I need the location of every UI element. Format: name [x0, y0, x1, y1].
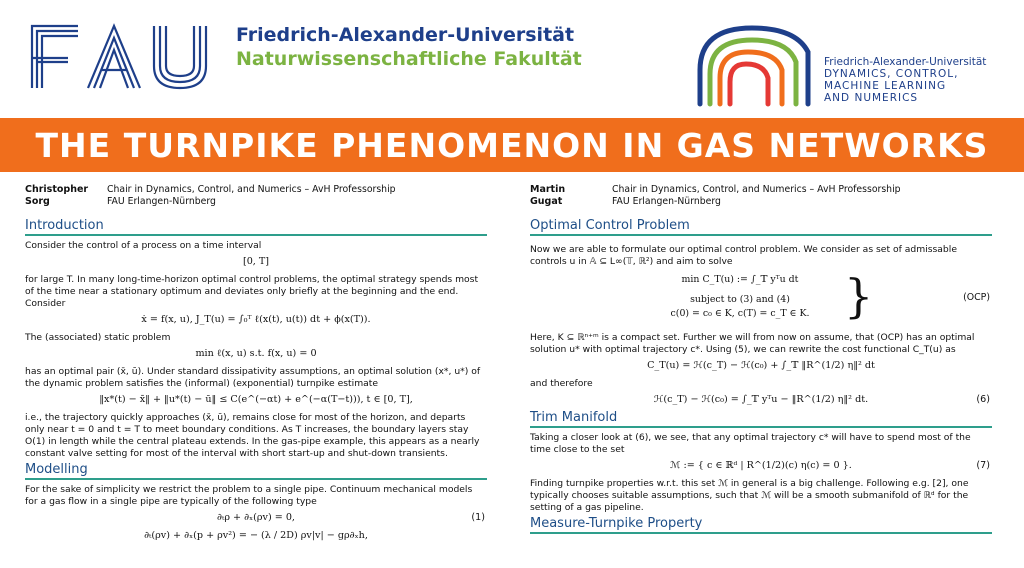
dcn-line-4: AND NUMERICS	[824, 92, 919, 104]
ocp-paragraph-2: Here, K ⊆ ℝⁿ⁺ᵐ is a compact set. Further we will from now on assume, that (OCP) has an optimal solution u* with optimal trajectory c*. Using (5), we can rewrite the cost functional C_T(u) as	[530, 332, 975, 355]
ocp-paragraph-1: Now we are able to formulate our optimal control problem. We consider as set of admissable controls u in 𝔸 ⊆ L∞(𝕋, ℝ²) and aim to solve	[530, 244, 957, 267]
section-heading-ocp: Optimal Control Problem	[530, 220, 992, 236]
author-first-name: Christopher	[25, 184, 89, 195]
affiliation-line-1: Chair in Dynamics, Control, and Numerics – AvH Professorship	[107, 184, 396, 195]
intro-paragraph-1: Consider the control of a process on a time interval	[25, 240, 262, 251]
modelling-paragraph-1: For the sake of simplicity we restrict the problem to a single pipe. Continuum mechanical models for a gas flow in a single pipe are typically of the following type	[25, 484, 473, 507]
poster-header	[0, 0, 1024, 118]
title-banner	[0, 118, 1024, 172]
equation-trim-manifold	[530, 460, 992, 472]
equation-cost: C_T(u) = ℋ(c_T) − ℋ(c₀) + ∫_𝕋 ‖R^(1/2) η‖² dt	[647, 360, 875, 371]
dcn-affiliation	[824, 56, 986, 104]
ocp-boundary: c(0) = c₀ ∈ K, c(T) = c_T ∈ K.	[670, 308, 810, 319]
author-affiliation	[612, 184, 901, 208]
author-name	[25, 184, 88, 208]
author-name	[530, 184, 565, 208]
intro-paragraph-3: The (associated) static problem	[25, 332, 171, 343]
equation-energy-balance	[530, 394, 992, 406]
affiliation-line-2: FAU Erlangen-Nürnberg	[107, 196, 216, 207]
author-block	[25, 184, 487, 216]
ocp-brace: }	[844, 269, 874, 323]
ocp-constraints: subject to (3) and (4)	[690, 294, 790, 305]
intro-paragraph-2: for large T. In many long-time-horizon optimal control problems, the optimal strategy spends most of the time near a stationary optimum and deviates only briefly at the beginning and the end. Consider	[25, 274, 479, 309]
author-affiliation	[107, 184, 396, 208]
affiliation-line-1: Chair in Dynamics, Control, and Numerics – AvH Professorship	[612, 184, 901, 195]
left-column	[25, 184, 487, 548]
equation-number: (7)	[976, 460, 990, 471]
section-heading-trim: Trim Manifold	[530, 412, 992, 428]
section-heading-introduction: Introduction	[25, 220, 487, 236]
equation-momentum: ∂ₜ(ρv) + ∂ₓ(p + ρv²) = − (λ / 2D) ρv|v| − gρ∂ₓh,	[144, 530, 368, 541]
equation-static: min ℓ(x, u) s.t. f(x, u) = 0	[195, 348, 317, 359]
fau-logo	[28, 22, 224, 90]
dcn-line-2: DYNAMICS, CONTROL,	[824, 68, 959, 80]
author-block	[530, 184, 992, 216]
faculty-name: Naturwissenschaftliche Fakultät	[236, 48, 582, 70]
ocp-paragraph-3: and therefore	[530, 378, 593, 389]
right-column	[530, 184, 992, 538]
dcn-logo	[692, 18, 822, 110]
trim-paragraph-1: Taking a closer look at (6), we see, that any optimal trajectory c* will have to spend most of the time close to the set	[530, 432, 971, 455]
author-last-name: Sorg	[25, 196, 50, 207]
intro-paragraph-5: i.e., the trajectory quickly approaches (x̄, ū), remains close for most of the horizon, and departs only near t = 0 and t = T to meet boundary conditions. As T increases, the boundary layers stay O(1) in length while the central plateau extends. In the gas-pipe example, this appears as a nearly constant valve setting for most of the interval with short start-up and shut-down transients.	[25, 412, 480, 459]
equation-dynamics: ẋ = f(x, u), J_T(u) = ∫₀ᵀ ℓ(x(t), u(t)) dt + ϕ(x(T)).	[141, 314, 371, 325]
equation-turnpike: ‖x*(t) − x̄‖ + ‖u*(t) − ū‖ ≤ C(e^(−αt) + e^(−α(T−t))), t ∈ [0, T],	[99, 394, 413, 405]
university-name: Friedrich-Alexander-Universität	[236, 24, 575, 46]
intro-paragraph-4: has an optimal pair (x̄, ū). Under standard dissipativity assumptions, an optimal solution (x*, u*) of the dynamic problem satisfies the (informal) (exponential) turnpike estimate	[25, 366, 481, 389]
trim-paragraph-2: Finding turnpike properties w.r.t. this set ℳ in general is a big challenge. Following e.g. [2], one typically chooses suitable assumptions, such that ℳ will be a smooth submanifold of ℝᵈ for the setting of a gas pipeline.	[530, 478, 969, 513]
equation-continuity-text: ∂ₜρ + ∂ₓ(ρv) = 0,	[217, 512, 295, 523]
section-heading-measure-turnpike: Measure-Turnpike Property	[530, 518, 992, 534]
equation-continuity	[25, 512, 487, 524]
ocp-objective: min C_T(u) := ∫_𝕋 yᵀu dt	[681, 274, 799, 285]
poster-title: THE TURNPIKE PHENOMENON IN GAS NETWORKS	[35, 126, 989, 165]
equation-number: (1)	[471, 512, 485, 523]
ocp-problem	[530, 269, 992, 328]
equation-interval: [0, T]	[242, 256, 270, 267]
equation-trim-manifold-text: ℳ := { c ∈ ℝᵈ | R^(1/2)(c) η(c) = 0 }.	[670, 460, 852, 471]
dcn-line-1: Friedrich-Alexander-Universität	[824, 56, 987, 68]
section-heading-modelling: Modelling	[25, 464, 487, 480]
ocp-tag: (OCP)	[963, 292, 990, 303]
author-first-name: Martin	[530, 184, 566, 195]
affiliation-line-2: FAU Erlangen-Nürnberg	[612, 196, 721, 207]
dcn-line-3: MACHINE LEARNING	[824, 80, 947, 92]
equation-energy-balance-text: ℋ(c_T) − ℋ(c₀) = ∫_𝕋 yᵀu − ‖R^(1/2) η‖² dt.	[653, 394, 869, 405]
author-last-name: Gugat	[530, 196, 563, 207]
equation-number: (6)	[976, 394, 990, 405]
